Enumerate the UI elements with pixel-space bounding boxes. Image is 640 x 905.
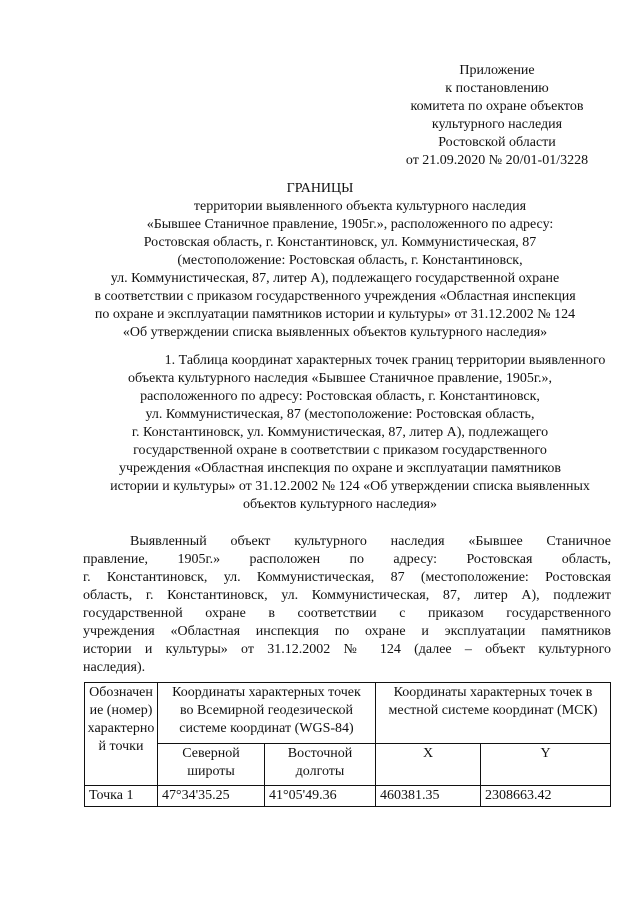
cell-y: 2308663.42 bbox=[481, 786, 611, 807]
section-line: ул. Коммунистическая, 87 (местоположение: Ростовская область, bbox=[145, 407, 535, 422]
appendix-line: комитета по охране объектов bbox=[410, 99, 584, 114]
document-title bbox=[60, 180, 640, 342]
title-heading: ГРАНИЦЫ bbox=[286, 181, 354, 196]
coordinates-table bbox=[84, 682, 611, 807]
section-line: 1. Таблица координат характерных точек границ территории выявленного bbox=[164, 353, 606, 368]
appendix-line: Приложение bbox=[459, 63, 535, 78]
cell-east: 41°05'49.36 bbox=[265, 786, 376, 807]
appendix-line: культурного наследия bbox=[431, 117, 563, 132]
paragraph-line: государственной охране в соответствии с приказом государственного bbox=[83, 606, 611, 621]
section-line: расположенного по адресу: Ростовская область, г. Константиновск, bbox=[140, 389, 540, 404]
section-line: государственной охране в соответствии с приказом государственного bbox=[133, 443, 547, 458]
table-header-row bbox=[85, 683, 611, 744]
cell-point: Точка 1 bbox=[85, 786, 158, 807]
subheader-east: Восточной долготы bbox=[265, 744, 376, 786]
paragraph-line: Выявленный объект культурного наследия «Бывшее Станичное bbox=[130, 534, 611, 549]
header-point-designation: Обозначение (номер) характерной точки bbox=[85, 683, 158, 786]
title-line: ул. Коммунистическая, 87, литер А), подлежащего государственной охране bbox=[110, 271, 560, 286]
title-line: (местоположение: Ростовская область, г. Константиновск, bbox=[177, 253, 523, 268]
section-line: учреждения «Областная инспекция по охране и эксплуатации памятников bbox=[118, 461, 562, 476]
title-line: «Бывшее Станичное правление, 1905г.», расположенного по адресу: bbox=[146, 217, 554, 232]
section-line: г. Константиновск, ул. Коммунистическая, 87, литер А), подлежащего bbox=[131, 425, 549, 440]
section-line: объектов культурного наследия» bbox=[242, 497, 438, 512]
title-line: в соответствии с приказом государственного учреждения «Областная инспекция bbox=[94, 289, 576, 304]
header-wgs-coordinates: Координаты характерных точек во Всемирной геодезической системе координат (WGS-84) bbox=[158, 683, 376, 744]
appendix-block bbox=[388, 62, 606, 170]
description-paragraph bbox=[83, 533, 611, 677]
title-line: по охране и эксплуатации памятников истории и культуры» от 31.12.2002 № 124 bbox=[94, 307, 576, 322]
header-msk-coordinates: Координаты характерных точек в местной системе координат (МСК) bbox=[376, 683, 611, 744]
subheader-x: X bbox=[376, 744, 481, 786]
paragraph-line: учреждения «Областная инспекция по охране и эксплуатации памятников bbox=[83, 624, 611, 639]
paragraph-line: истории и культуры» от 31.12.2002 № 124 (далее – объект культурного bbox=[83, 642, 611, 657]
title-line: Ростовская область, г. Константиновск, ул. Коммунистическая, 87 bbox=[143, 235, 537, 250]
paragraph-line: наследия). bbox=[83, 660, 146, 675]
title-line: «Об утверждении списка выявленных объектов культурного наследия» bbox=[122, 325, 548, 340]
section-line: истории и культуры» от 31.12.2002 № 124 «Об утверждении списка выявленных bbox=[110, 479, 590, 494]
cell-north: 47°34'35.25 bbox=[158, 786, 265, 807]
table-subheader-row bbox=[85, 744, 611, 786]
table-row bbox=[85, 786, 611, 807]
subheader-north: Северной широты bbox=[158, 744, 265, 786]
cell-x: 460381.35 bbox=[376, 786, 481, 807]
paragraph-line: г. Константиновск, ул. Коммунистическая, 87 (местоположение: Ростовская bbox=[83, 570, 611, 585]
appendix-line: Ростовской области bbox=[438, 135, 556, 150]
appendix-line: от 21.09.2020 № 20/01-01/3228 bbox=[405, 153, 589, 168]
title-line: территории выявленного объекта культурного наследия bbox=[193, 199, 527, 214]
subheader-y: Y bbox=[481, 744, 611, 786]
section-1-heading bbox=[90, 352, 630, 514]
paragraph-line: правление, 1905г.» расположен по адресу: Ростовская область, bbox=[83, 552, 611, 567]
paragraph-line: область, г. Константиновск, ул. Коммунистическая, 87, литер А), подлежит bbox=[83, 588, 611, 603]
section-line: объекта культурного наследия «Бывшее Станичное правление, 1905г.», bbox=[128, 371, 552, 386]
appendix-line: к постановлению bbox=[445, 81, 549, 96]
